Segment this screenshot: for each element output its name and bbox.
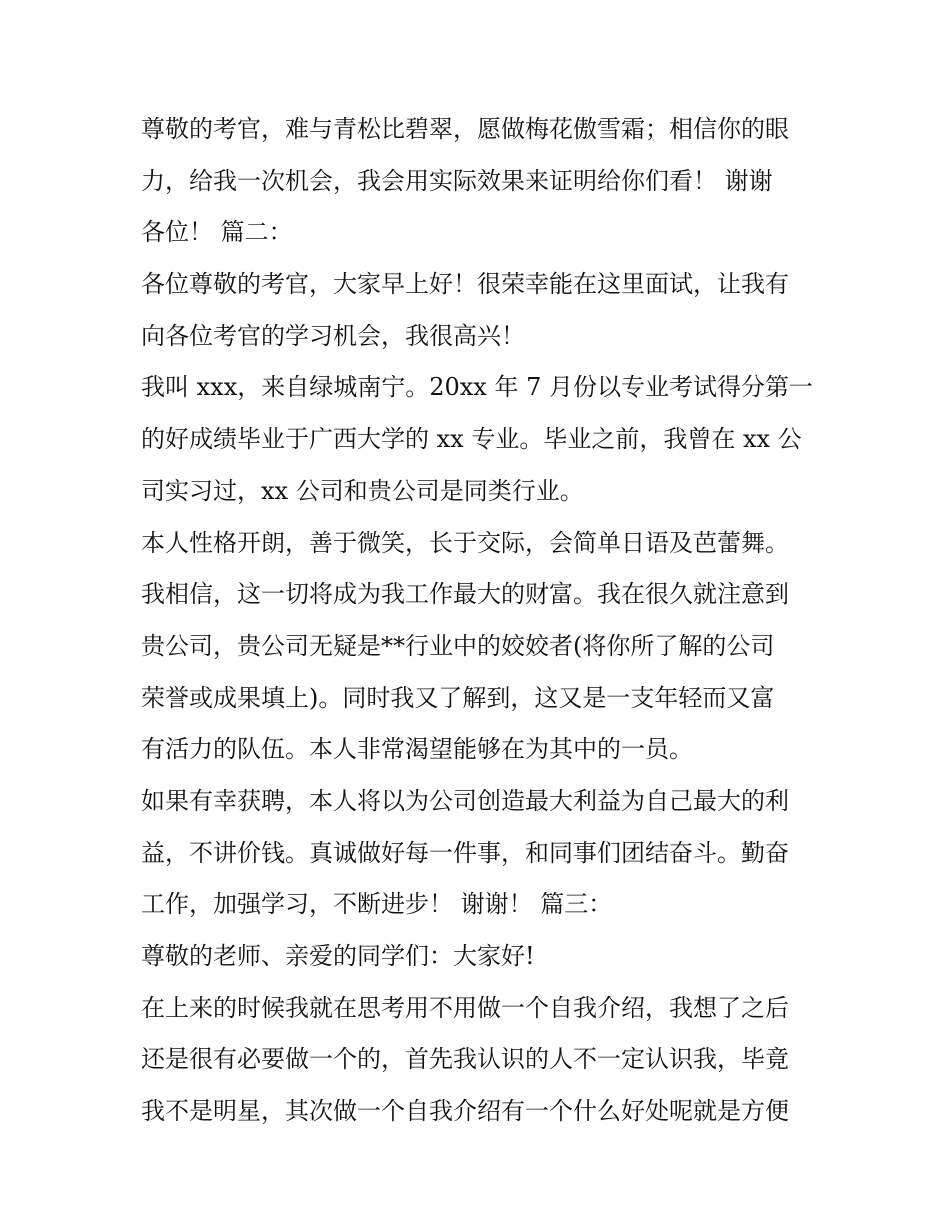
text-line: 我不是明星，其次做一个自我介绍有一个什么好处呢就是方便 bbox=[141, 1097, 789, 1126]
text-line: 在上来的时候我就在思考用不用做一个自我介绍，我想了之后 bbox=[141, 993, 789, 1022]
text-line: 贵公司，贵公司无疑是**行业中的姣姣者(将你所了解的公司 bbox=[141, 631, 775, 660]
text-line: 力，给我一次机会，我会用实际效果来证明给你们看！ 谢谢 bbox=[141, 166, 773, 195]
text-line: 我相信，这一切将成为我工作最大的财富。我在很久就注意到 bbox=[141, 580, 789, 609]
text-line: 还是很有必要做一个的，首先我认识的人不一定认识我，毕竟 bbox=[141, 1045, 789, 1074]
text-line: 尊敬的考官，难与青松比碧翠，愿做梅花傲雪霜；相信你的眼 bbox=[141, 115, 789, 143]
text-line: 各位尊敬的考官，大家早上好！很荣幸能在这里面试，让我有 bbox=[141, 270, 789, 299]
text-line: 工作，加强学习，不断进步！ 谢谢！ 篇三： bbox=[141, 890, 613, 919]
text-line: 各位！ 篇二： bbox=[141, 218, 293, 247]
text-line: 本人性格开朗，善于微笑，长于交际，会简单日语及芭蕾舞。 bbox=[141, 528, 789, 557]
text-line: 的好成绩毕业于广西大学的 xx 专业。毕业之前，我曾在 xx 公 bbox=[141, 425, 802, 454]
text-line: 向各位考官的学习机会，我很高兴！ bbox=[141, 321, 525, 350]
text-line: 益，不讲价钱。真诚做好每一件事，和同事们团结奋斗。勤奋 bbox=[141, 838, 789, 867]
document-text-body bbox=[141, 104, 813, 1138]
text-line: 尊敬的老师、亲爱的同学们：大家好! bbox=[141, 942, 535, 970]
text-line: 我叫 xxx，来自绿城南宁。20xx 年 7 月份以专业考试得分第一 bbox=[141, 373, 813, 402]
text-line: 司实习过，xx 公司和贵公司是同类行业。 bbox=[141, 476, 584, 505]
text-line: 有活力的队伍。本人非常渴望能够在为其中的一员。 bbox=[141, 735, 693, 764]
text-line: 荣誉或成果填上)。同时我又了解到，这又是一支年轻而又富 bbox=[141, 683, 775, 712]
text-line: 如果有幸获聘，本人将以为公司创造最大利益为自己最大的利 bbox=[141, 786, 789, 815]
